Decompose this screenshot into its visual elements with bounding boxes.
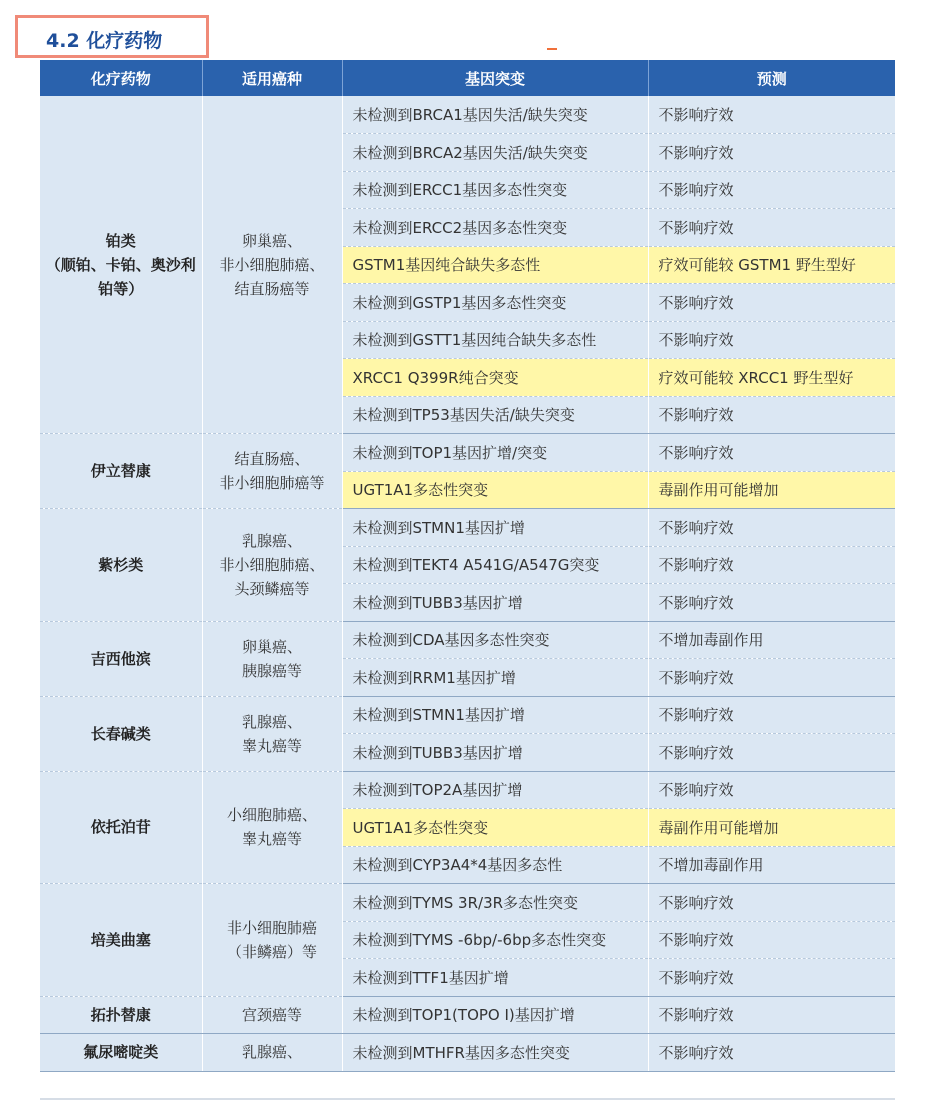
drug-name-cell: 吉西他滨 (40, 621, 202, 696)
prediction-cell: 不影响疗效 (648, 921, 895, 959)
table-bottom-edge (40, 1098, 895, 1100)
gene-mutation-cell: 未检测到TYMS 3R/3R多态性突变 (342, 884, 648, 922)
prediction-cell: 不影响疗效 (648, 584, 895, 622)
drug-name-cell: 拓扑替康 (40, 996, 202, 1034)
gene-mutation-cell: 未检测到TP53基因失活/缺失突变 (342, 396, 648, 434)
prediction-cell: 不影响疗效 (648, 396, 895, 434)
prediction-cell: 不影响疗效 (648, 509, 895, 547)
table-row (40, 96, 895, 134)
table-row (40, 696, 895, 734)
gene-mutation-cell: 未检测到GSTP1基因多态性突变 (342, 284, 648, 322)
gene-mutation-cell: XRCC1 Q399R纯合突变 (342, 359, 648, 397)
drug-name-cell: 伊立替康 (40, 434, 202, 509)
table-header-row (40, 60, 895, 96)
prediction-cell: 不影响疗效 (648, 284, 895, 322)
prediction-cell: 疗效可能较 XRCC1 野生型好 (648, 359, 895, 397)
prediction-cell: 不影响疗效 (648, 321, 895, 359)
gene-mutation-cell: 未检测到CDA基因多态性突变 (342, 621, 648, 659)
prediction-cell: 不影响疗效 (648, 659, 895, 697)
gene-mutation-cell: 未检测到TUBB3基因扩增 (342, 734, 648, 772)
table-row (40, 996, 895, 1034)
table-row (40, 771, 895, 809)
prediction-cell: 不增加毒副作用 (648, 621, 895, 659)
prediction-cell: 毒副作用可能增加 (648, 809, 895, 847)
drug-name-cell: 培美曲塞 (40, 884, 202, 997)
prediction-cell: 疗效可能较 GSTM1 野生型好 (648, 246, 895, 284)
cancer-type-cell: 乳腺癌、 (202, 1034, 342, 1072)
prediction-cell: 毒副作用可能增加 (648, 471, 895, 509)
prediction-cell: 不影响疗效 (648, 134, 895, 172)
gene-mutation-cell: 未检测到TYMS -6bp/-6bp多态性突变 (342, 921, 648, 959)
gene-mutation-cell: 未检测到ERCC2基因多态性突变 (342, 209, 648, 247)
prediction-cell: 不影响疗效 (648, 1034, 895, 1072)
table-row (40, 509, 895, 547)
table-row (40, 621, 895, 659)
cancer-type-cell: 乳腺癌、 非小细胞肺癌、 头颈鳞癌等 (202, 509, 342, 622)
gene-mutation-cell: 未检测到TEKT4 A541G/A547G突变 (342, 546, 648, 584)
drug-name-cell: 氟尿嘧啶类 (40, 1034, 202, 1072)
header-cancer-type: 适用癌种 (202, 60, 342, 96)
cancer-type-cell: 小细胞肺癌、 睾丸癌等 (202, 771, 342, 884)
prediction-cell: 不影响疗效 (648, 771, 895, 809)
drug-name-cell: 依托泊苷 (40, 771, 202, 884)
gene-mutation-cell: UGT1A1多态性突变 (342, 471, 648, 509)
gene-mutation-cell: 未检测到STMN1基因扩增 (342, 696, 648, 734)
gene-mutation-cell: 未检测到BRCA1基因失活/缺失突变 (342, 96, 648, 134)
prediction-cell: 不影响疗效 (648, 209, 895, 247)
cancer-type-cell: 非小细胞肺癌 （非鳞癌）等 (202, 884, 342, 997)
prediction-cell: 不影响疗效 (648, 696, 895, 734)
prediction-cell: 不影响疗效 (648, 546, 895, 584)
cancer-type-cell: 卵巢癌、 胰腺癌等 (202, 621, 342, 696)
cancer-type-cell: 宫颈癌等 (202, 996, 342, 1034)
decorative-mark (547, 48, 557, 50)
header-drug: 化疗药物 (40, 60, 202, 96)
header-prediction: 预测 (648, 60, 895, 96)
gene-mutation-cell: 未检测到TTF1基因扩增 (342, 959, 648, 997)
gene-mutation-cell: 未检测到BRCA2基因失活/缺失突变 (342, 134, 648, 172)
gene-mutation-cell: 未检测到ERCC1基因多态性突变 (342, 171, 648, 209)
table-row (40, 434, 895, 472)
prediction-cell: 不影响疗效 (648, 171, 895, 209)
table-body (40, 96, 895, 1071)
prediction-cell: 不增加毒副作用 (648, 846, 895, 884)
prediction-cell: 不影响疗效 (648, 434, 895, 472)
gene-mutation-cell: 未检测到RRM1基因扩增 (342, 659, 648, 697)
section-title-box (15, 15, 209, 58)
chemo-drug-table (40, 60, 895, 1072)
cancer-type-cell: 结直肠癌、 非小细胞肺癌等 (202, 434, 342, 509)
prediction-cell: 不影响疗效 (648, 884, 895, 922)
prediction-cell: 不影响疗效 (648, 959, 895, 997)
cancer-type-cell: 乳腺癌、 睾丸癌等 (202, 696, 342, 771)
gene-mutation-cell: 未检测到TOP2A基因扩增 (342, 771, 648, 809)
gene-mutation-cell: 未检测到TOP1(TOPO I)基因扩增 (342, 996, 648, 1034)
gene-mutation-cell: 未检测到STMN1基因扩增 (342, 509, 648, 547)
section-title: 4.2 化疗药物 (46, 30, 163, 52)
gene-mutation-cell: 未检测到TUBB3基因扩增 (342, 584, 648, 622)
drug-name-cell: 长春碱类 (40, 696, 202, 771)
table-row (40, 884, 895, 922)
drug-name-cell: 铂类 （顺铂、卡铂、奥沙利铂等） (40, 96, 202, 434)
gene-mutation-cell: 未检测到TOP1基因扩增/突变 (342, 434, 648, 472)
gene-mutation-cell: 未检测到GSTT1基因纯合缺失多态性 (342, 321, 648, 359)
gene-mutation-cell: GSTM1基因纯合缺失多态性 (342, 246, 648, 284)
header-gene-mutation: 基因突变 (342, 60, 648, 96)
prediction-cell: 不影响疗效 (648, 734, 895, 772)
cancer-type-cell: 卵巢癌、 非小细胞肺癌、 结直肠癌等 (202, 96, 342, 434)
prediction-cell: 不影响疗效 (648, 996, 895, 1034)
gene-mutation-cell: 未检测到MTHFR基因多态性突变 (342, 1034, 648, 1072)
table-row (40, 1034, 895, 1072)
gene-mutation-cell: UGT1A1多态性突变 (342, 809, 648, 847)
drug-name-cell: 紫杉类 (40, 509, 202, 622)
prediction-cell: 不影响疗效 (648, 96, 895, 134)
gene-mutation-cell: 未检测到CYP3A4*4基因多态性 (342, 846, 648, 884)
